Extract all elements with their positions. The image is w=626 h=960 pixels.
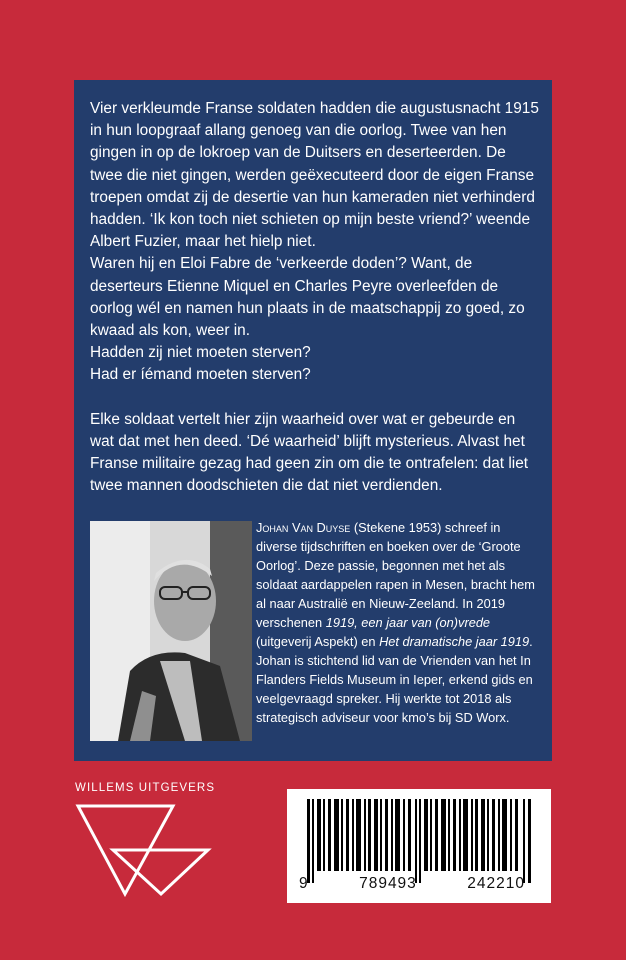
- blurb-line-3: Hadden zij niet moeten sterven?: [90, 344, 311, 362]
- author-bio: [256, 518, 542, 727]
- bio-text-a: (Stekene 1953) schreef in diverse tijdschriften en boeken over de ‘Groote Oorlog’. Deze passie, begonnen met het als soldaat aardappelen rapen in Mesen, bracht hem al naar Australië en Nieuw-Zeeland. In 2019 verschenen: [256, 520, 535, 630]
- author-photo: [90, 521, 252, 741]
- blurb: [90, 98, 540, 497]
- bio-text-c: . Johan is stichtend lid van de Vrienden van het In Flanders Fields Museum in Ieper, erkend gids en veelgevraagd spreker. Hij werkte tot 2018 als strategisch adviseur voor kmo’s bij SD Worx.: [256, 634, 533, 725]
- book-title-1: 1919, een jaar van (on)vrede: [325, 615, 491, 630]
- author-name: Johan Van Duyse: [256, 520, 351, 535]
- blurb-para-1: Vier verkleumde Franse soldaten hadden die augustusnacht 1915 in hun loopgraaf allang genoeg van die oorlog. Twee van hen gingen in op de lokroep van de Duitsers en deserteerden. De twee die niet gingen, werden geëxecuteerd door de eigen Franse troepen omdat zij de desertie van hun kameraden niet verhinderd hadden. ‘Ik kon toch niet schieten op mijn beste vriend?’ weende Albert Fuzier, maar het hielp niet.: [90, 100, 539, 251]
- publisher-logo: [75, 782, 225, 794]
- isbn-left-group: 789493: [359, 875, 417, 892]
- isbn-right-group: 242210: [467, 875, 525, 892]
- publisher-name: WILLEMS UITGEVERS: [75, 782, 216, 794]
- publisher-mark-icon: [75, 802, 215, 902]
- isbn-barcode: [287, 789, 551, 903]
- back-cover-panel: [74, 80, 552, 761]
- blurb-para-5: Elke soldaat vertelt hier zijn waarheid over wat er gebeurde en wat dat met hen deed. ‘Dé waarheid’ blijft mysterieus. Alvast het Franse militaire gezag had geen zin om die te ontrafelen: dat liet twee mannen doodschieten die dat niet verdienden.: [90, 410, 529, 495]
- bio-text-b: (uitgeverij Aspekt) en: [256, 634, 380, 649]
- blurb-para-2: Waren hij en Eloi Fabre de ‘verkeerde doden’? Want, de deserteurs Etienne Miquel en Charles Peyre overleefden de oorlog wél en namen hun plaats in de maatschappij zo goed, zo kwaad als kon, weer in.: [90, 255, 525, 340]
- isbn-digits: [287, 875, 551, 893]
- barcode-bars: [307, 799, 533, 883]
- blurb-line-4: Had er íémand moeten sterven?: [90, 366, 311, 384]
- isbn-first-digit: 9: [299, 875, 309, 892]
- book-title-2: Het dramatische jaar 1919: [379, 634, 530, 649]
